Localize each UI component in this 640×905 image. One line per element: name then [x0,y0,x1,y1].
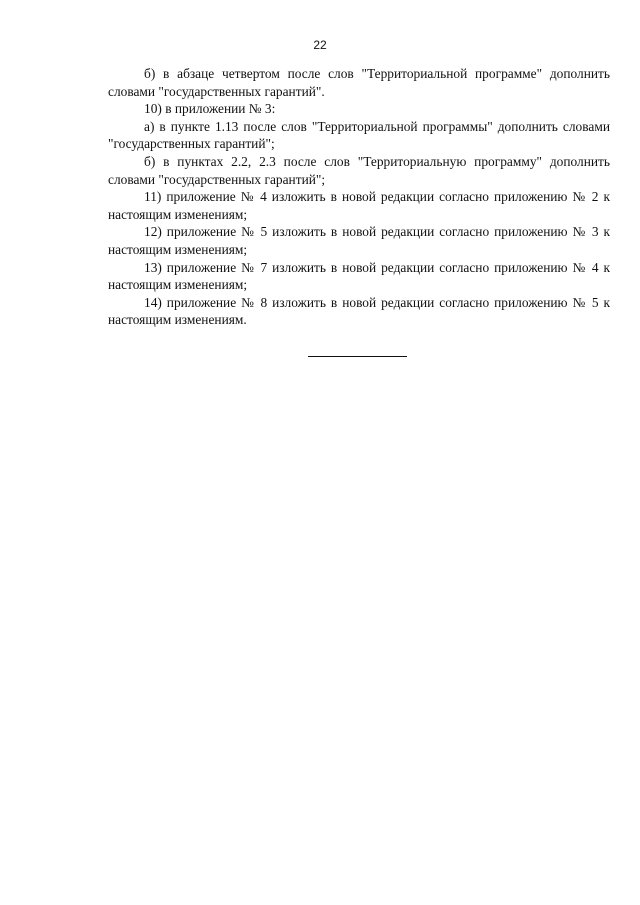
paragraph-10b: б) в пунктах 2.2, 2.3 после слов "Территориальную программу" дополнить словами "государственных гарантий"; [108,153,610,187]
closing-divider-line [308,356,407,357]
paragraph-10a: а) в пункте 1.13 после слов "Территориальной программы" дополнить словами "государственных гарантий"; [108,118,610,152]
paragraph-12: 12) приложение № 5 изложить в новой редакции согласно приложению № 3 к настоящим изменениям; [108,224,610,257]
paragraph-11: 11) приложение № 4 изложить в новой редакции согласно приложению № 2 к настоящим изменениям; [108,189,610,222]
paragraph-14: 14) приложение № 8 изложить в новой редакции согласно приложению № 5 к настоящим изменениям. [108,294,610,328]
page-number: 22 [313,38,327,52]
paragraph-b-abzac: б) в абзаце четвертом после слов "Территориальной программе" дополнить словами "государственных гарантий". [108,66,610,99]
paragraph-10: 10) в приложении № 3: [144,101,276,117]
document-body [108,65,610,329]
paragraph-13: 13) приложение № 7 изложить в новой редакции согласно приложению № 4 к настоящим изменениям; [108,259,610,293]
